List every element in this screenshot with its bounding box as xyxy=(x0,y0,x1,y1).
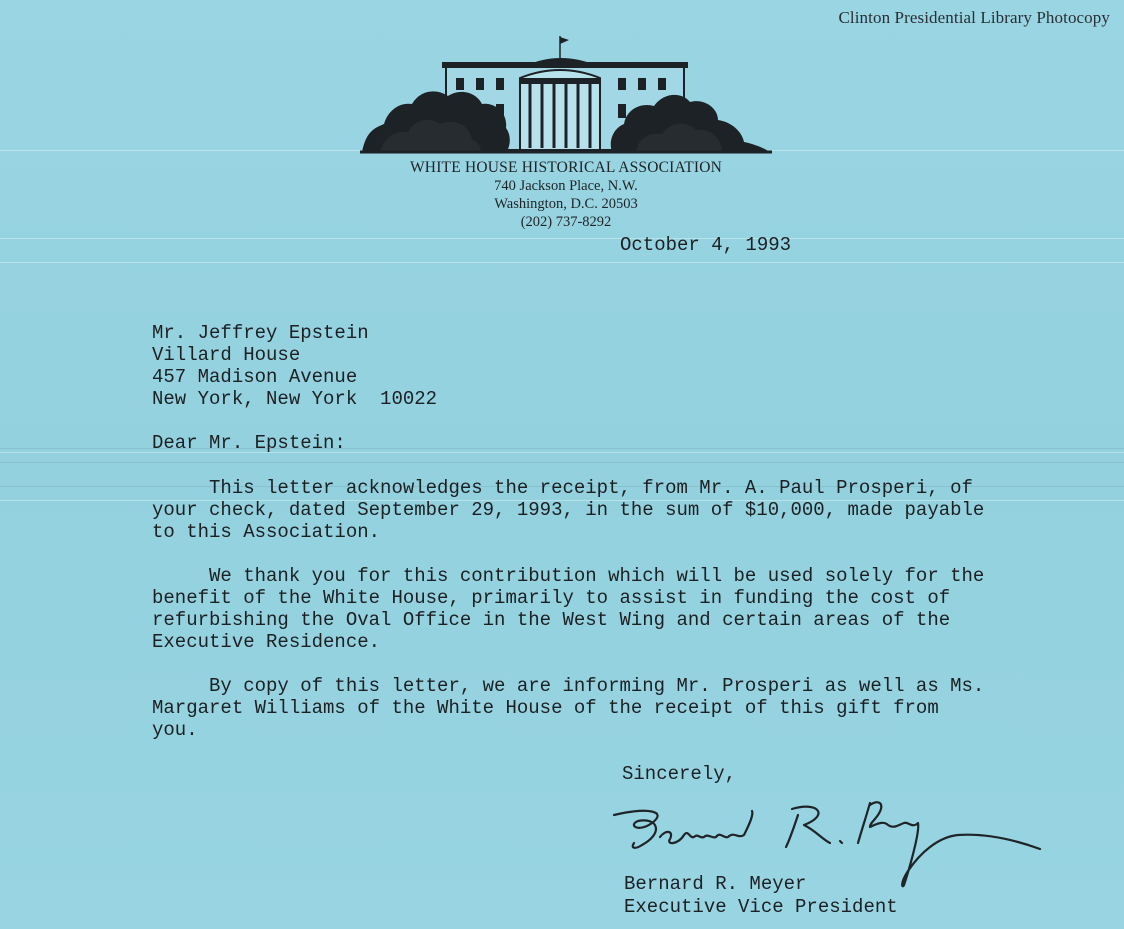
organization-street: 740 Jackson Place, N.W. xyxy=(494,178,638,194)
closing: Sincerely, xyxy=(622,763,737,785)
salutation: Dear Mr. Epstein: xyxy=(152,432,346,454)
paragraph-3-line-2: Margaret Williams of the White House of the receipt of this gift from xyxy=(152,697,939,719)
signer-name: Bernard R. Meyer xyxy=(624,873,807,895)
paragraph-3-line-3: you. xyxy=(152,719,198,741)
paragraph-2-line-3: refurbishing the Oval Office in the West Wing and certain areas of the xyxy=(152,609,951,631)
paragraph-3-line-1: By copy of this letter, we are informing Mr. Prosperi as well as Ms. xyxy=(152,675,985,697)
recipient-name: Mr. Jeffrey Epstein xyxy=(152,322,369,344)
paragraph-2-line-2: benefit of the White House, primarily to assist in funding the cost of xyxy=(152,587,951,609)
paragraph-2-line-1: We thank you for this contribution which will be used solely for the xyxy=(152,565,985,587)
white-house-building-icon xyxy=(360,32,772,156)
recipient-address-line1: Villard House xyxy=(152,344,301,366)
paragraph-1-line-3: to this Association. xyxy=(152,521,381,543)
organization-phone: (202) 737-8292 xyxy=(520,214,612,230)
organization-city: Washington, D.C. 20503 xyxy=(494,196,638,212)
paragraph-1-line-2: your check, dated September 29, 1993, in the sum of $10,000, made payable xyxy=(152,499,985,521)
signer-title: Executive Vice President xyxy=(624,896,898,918)
paragraph-2-line-4: Executive Residence. xyxy=(152,631,381,653)
letter-date: October 4, 1993 xyxy=(620,234,792,256)
paragraph-1-line-1: This letter acknowledges the receipt, from Mr. A. Paul Prosperi, of xyxy=(152,477,973,499)
scan-streak xyxy=(0,238,1124,239)
recipient-address-line2: 457 Madison Avenue xyxy=(152,366,358,388)
scan-streak xyxy=(0,262,1124,263)
recipient-address-line3: New York, New York 10022 xyxy=(152,388,438,410)
organization-name: WHITE HOUSE HISTORICAL ASSOCIATION xyxy=(409,159,723,176)
photocopy-watermark: Clinton Presidential Library Photocopy xyxy=(838,8,1110,27)
scan-streak xyxy=(0,462,1124,463)
letterhead xyxy=(360,158,772,231)
